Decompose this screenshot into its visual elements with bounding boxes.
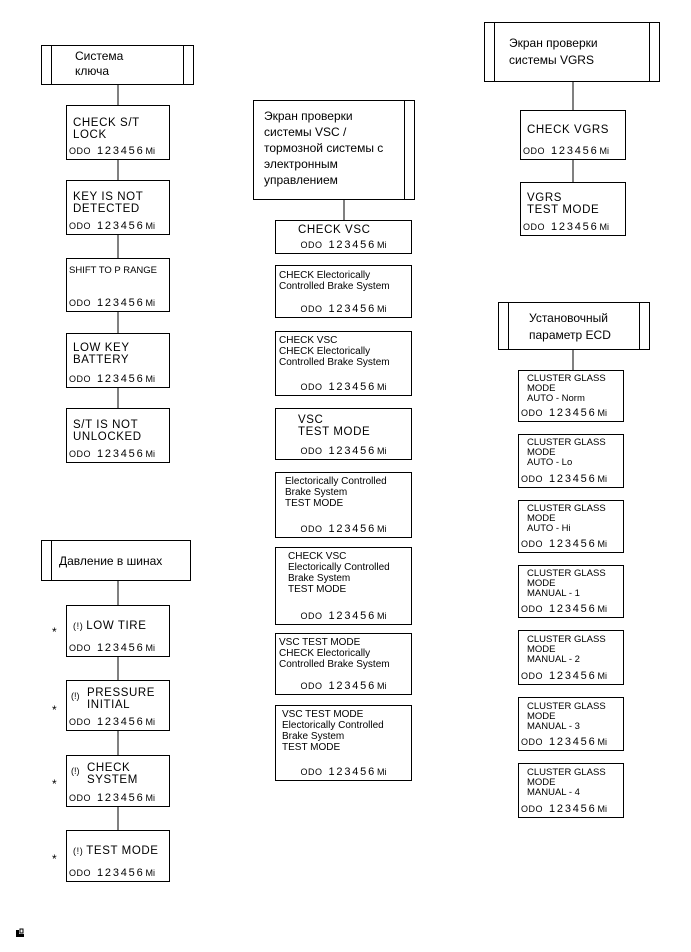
odometer-readout: ODO 123456Mi: [69, 297, 156, 309]
ecd-title: Установочный параметр ECD: [529, 311, 611, 342]
display-check-ecb: [275, 265, 412, 318]
display-check-vsc-ecb-test-mode: [275, 547, 412, 625]
display-message: VSC TEST MODE CHECK Electorically Controlled Brake System: [279, 637, 390, 670]
odometer-readout: ODO 123456Mi: [300, 766, 387, 778]
display-vsc-test-ecb-test: [275, 705, 412, 781]
display-check-vsc-ecb: [275, 331, 412, 396]
display-st-not-unlocked: [66, 408, 170, 463]
display-message: CLUSTER GLASS MODE AUTO - Lo: [527, 437, 606, 468]
display-message: VSC TEST MODE: [298, 414, 371, 438]
display-message: CHECK S/T LOCK: [73, 117, 140, 141]
display-cluster-manual-1: [518, 565, 624, 618]
tpms-icon: (!): [73, 621, 84, 631]
display-message: CHECK VSC: [298, 224, 371, 236]
vsc-header: [253, 100, 415, 200]
display-message: CLUSTER GLASS MODE MANUAL - 1: [527, 568, 606, 599]
odometer-readout: ODO 123456Mi: [69, 220, 156, 232]
odometer-readout: ODO 123456Mi: [521, 538, 608, 550]
display-message: CHECK VSC CHECK Electorically Controlled Brake System: [279, 335, 390, 368]
display-cluster-manual-4: [518, 763, 624, 818]
display-cluster-auto-lo: [518, 434, 624, 488]
display-ecb-test-mode: [275, 472, 412, 538]
odometer-readout: ODO 123456Mi: [69, 373, 156, 385]
display-message: CHECK VGRS: [527, 124, 610, 136]
display-message: KEY IS NOT DETECTED: [73, 191, 144, 215]
display-message: CHECK SYSTEM: [87, 762, 138, 786]
display-message: CLUSTER GLASS MODE MANUAL - 4: [527, 767, 606, 798]
odometer-readout: ODO 123456Mi: [300, 610, 387, 622]
tire-pressure-title: Давление в шинах: [59, 554, 163, 568]
odometer-readout: ODO 123456Mi: [69, 145, 156, 157]
odometer-readout: ODO 123456Mi: [300, 445, 387, 457]
display-pressure-initial: [66, 680, 170, 731]
tpms-icon: (!): [73, 846, 84, 856]
odometer-readout: ODO 123456Mi: [69, 716, 156, 728]
vgrs-title: Экран проверки системы VGRS: [509, 36, 598, 67]
odometer-readout: ODO 123456Mi: [69, 792, 156, 804]
display-message: SHIFT TO P RANGE: [69, 265, 157, 276]
display-low-key-battery: [66, 333, 170, 388]
display-tire-test-mode: [66, 830, 170, 882]
display-cluster-auto-hi: [518, 500, 624, 553]
display-cluster-manual-3: [518, 697, 624, 751]
manual-logo-icon: [15, 928, 25, 938]
display-shift-to-p: [66, 258, 170, 312]
display-vsc-test-mode: [275, 408, 412, 460]
display-message: CHECK VSC Electorically Controlled Brake System TEST MODE: [288, 551, 390, 595]
odometer-readout: ODO 123456Mi: [523, 221, 610, 233]
odometer-readout: ODO 123456Mi: [521, 473, 608, 485]
display-cluster-manual-2: [518, 630, 624, 685]
display-message: (!) TEST MODE: [73, 845, 159, 857]
display-message: LOW KEY BATTERY: [73, 342, 130, 366]
display-vgrs-test-mode: [520, 182, 626, 236]
odometer-readout: ODO 123456Mi: [521, 803, 608, 815]
footnote-star: *: [52, 703, 57, 717]
display-cluster-auto-norm: [518, 370, 624, 422]
odometer-readout: ODO 123456Mi: [69, 448, 156, 460]
display-message: S/T IS NOT UNLOCKED: [73, 419, 142, 443]
odometer-readout: ODO 123456Mi: [521, 603, 608, 615]
display-check-vgrs: [520, 110, 626, 160]
display-message: CHECK Electorically Controlled Brake System: [279, 270, 390, 292]
display-message: CLUSTER GLASS MODE MANUAL - 3: [527, 701, 606, 732]
display-low-tire: [66, 605, 170, 657]
tire-pressure-header: [41, 540, 191, 581]
odometer-readout: ODO 123456Mi: [300, 523, 387, 535]
display-check-st-lock: [66, 105, 170, 160]
odometer-readout: ODO 123456Mi: [521, 670, 608, 682]
display-message: CLUSTER GLASS MODE AUTO - Hi: [527, 503, 606, 534]
display-check-system: [66, 755, 170, 807]
display-message: VGRS TEST MODE: [527, 192, 600, 216]
vsc-title: Экран проверки системы VSC / тормозной системы с электронным управлением: [264, 109, 384, 187]
odometer-readout: ODO 123456Mi: [300, 381, 387, 393]
odometer-readout: ODO 123456Mi: [300, 239, 387, 251]
display-vsc-test-check-ecb: [275, 633, 412, 695]
display-message: CLUSTER GLASS MODE MANUAL - 2: [527, 634, 606, 665]
display-message: (!) LOW TIRE: [73, 620, 147, 632]
display-key-not-detected: [66, 180, 170, 235]
odometer-readout: ODO 123456Mi: [521, 736, 608, 748]
tpms-icon: (!): [71, 766, 80, 776]
footnote-star: *: [52, 852, 57, 866]
display-message: PRESSURE INITIAL: [87, 687, 156, 711]
odometer-readout: ODO 123456Mi: [300, 303, 387, 315]
tpms-icon: (!): [71, 691, 80, 701]
footnote-star: *: [52, 777, 57, 791]
display-message: Electorically Controlled Brake System TEST MODE: [285, 476, 387, 509]
ecd-header: [498, 302, 650, 350]
odometer-readout: ODO 123456Mi: [69, 642, 156, 654]
vgrs-header: [484, 22, 660, 82]
display-check-vsc: [275, 220, 412, 254]
display-message: VSC TEST MODE Electorically Controlled Brake System TEST MODE: [282, 709, 384, 753]
odometer-readout: ODO 123456Mi: [521, 407, 608, 419]
odometer-readout: ODO 123456Mi: [69, 867, 156, 879]
key-system-header: [41, 45, 194, 85]
odometer-readout: ODO 123456Mi: [300, 680, 387, 692]
odometer-readout: ODO 123456Mi: [523, 145, 610, 157]
display-message: CLUSTER GLASS MODE AUTO - Norm: [527, 373, 606, 404]
key-system-title: Система ключа: [75, 49, 124, 78]
footnote-star: *: [52, 625, 57, 639]
